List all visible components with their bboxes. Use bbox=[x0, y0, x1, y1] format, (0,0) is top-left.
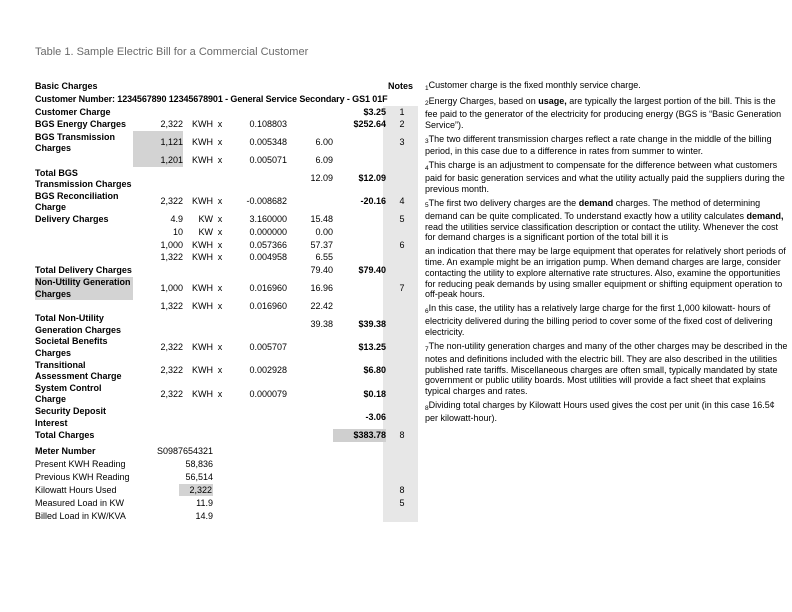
row-note-number bbox=[386, 155, 418, 168]
row-unit bbox=[183, 106, 213, 119]
multiply-symbol: x bbox=[217, 214, 223, 225]
note-text: The first two delivery charges are the bbox=[428, 197, 579, 208]
row-unit bbox=[183, 429, 213, 442]
row-note-number bbox=[386, 226, 418, 239]
note-marker: 2 bbox=[425, 100, 429, 108]
table-row bbox=[35, 155, 418, 168]
meter-row-label: Measured Load in KW bbox=[35, 497, 125, 508]
section-header-basic-charges: Basic Charges bbox=[35, 81, 98, 91]
row-subtotal: 57.37 bbox=[310, 239, 333, 250]
row-quantity: 2,322 bbox=[160, 119, 183, 130]
multiply-symbol: x bbox=[217, 196, 223, 207]
row-quantity: 4.9 bbox=[170, 214, 183, 225]
row-rate bbox=[227, 429, 287, 442]
row-quantity: 2,322 bbox=[160, 341, 183, 352]
row-rate bbox=[227, 406, 287, 429]
note-paragraph bbox=[425, 400, 789, 424]
customer-number-line: Customer Number: 1234567890 12345678901 - General Service Secondary - GS1 01F bbox=[35, 94, 388, 104]
row-unit: KW bbox=[198, 214, 213, 225]
row-label: Delivery Charges bbox=[35, 214, 109, 225]
row-unit bbox=[183, 313, 213, 336]
row-label: System Control Charge bbox=[35, 383, 102, 405]
meter-row-value: 56,514 bbox=[185, 471, 213, 482]
row-unit: KWH bbox=[192, 300, 213, 311]
row-label: Total Non-Utility Generation Charges bbox=[35, 313, 122, 335]
row-rate: 0.004958 bbox=[249, 252, 287, 263]
row-unit bbox=[183, 406, 213, 429]
meter-row-label: Meter Number bbox=[35, 446, 96, 457]
table-row bbox=[35, 406, 418, 429]
note-text: Dividing total charges by Kilowatt Hours used gives the cost per unit (in this case 16.5¢ per kilowatt-hour). bbox=[425, 400, 775, 424]
bill-rows bbox=[35, 106, 418, 442]
row-amount: $79.40 bbox=[358, 264, 386, 275]
row-label bbox=[35, 239, 133, 252]
multiply-symbol bbox=[213, 264, 227, 277]
table-row bbox=[35, 106, 418, 119]
row-note-number bbox=[386, 264, 418, 277]
row-quantity: 1,322 bbox=[160, 300, 183, 311]
note-paragraph bbox=[425, 198, 789, 243]
row-label: Security Deposit Interest bbox=[35, 406, 107, 428]
row-unit: KWH bbox=[192, 341, 213, 352]
multiply-symbol bbox=[213, 167, 227, 190]
row-amount bbox=[333, 214, 386, 227]
multiply-symbol: x bbox=[217, 300, 223, 311]
multiply-symbol: x bbox=[217, 239, 223, 250]
note-marker: 7 bbox=[425, 345, 429, 353]
row-amount bbox=[333, 131, 386, 154]
row-rate: 0.108803 bbox=[249, 119, 287, 130]
row-subtotal: 79.40 bbox=[310, 264, 333, 275]
row-subtotal bbox=[287, 336, 333, 359]
row-amount bbox=[333, 155, 386, 168]
row-subtotal: 12.09 bbox=[310, 173, 333, 184]
row-note-number: 3 bbox=[399, 137, 405, 148]
table-row bbox=[35, 167, 418, 190]
row-note-number bbox=[386, 252, 418, 265]
multiply-symbol: x bbox=[217, 119, 223, 130]
row-rate: 0.002928 bbox=[249, 365, 287, 376]
row-label bbox=[35, 226, 133, 239]
meter-row bbox=[35, 509, 418, 522]
row-unit: KWH bbox=[192, 282, 213, 293]
row-note-number bbox=[386, 406, 418, 429]
table-row bbox=[35, 239, 418, 252]
row-rate bbox=[227, 167, 287, 190]
note-text: This charge is an adjustment to compensate for the difference between what customers paid for basic generation services and what the utility actually paid the suppliers during the previous month. bbox=[425, 160, 785, 194]
row-note-number bbox=[386, 359, 418, 382]
row-rate bbox=[227, 264, 287, 277]
meter-row-value: 11.9 bbox=[196, 497, 213, 508]
multiply-symbol bbox=[213, 406, 227, 429]
multiply-symbol: x bbox=[217, 155, 223, 166]
row-label: Non-Utility Generation Charges bbox=[35, 277, 133, 300]
row-amount: $13.25 bbox=[358, 341, 386, 352]
note-text: Energy Charges, based on bbox=[428, 95, 539, 106]
meter-row-label: Billed Load in KW/KVA bbox=[35, 510, 126, 521]
note-paragraph bbox=[425, 303, 789, 337]
row-subtotal bbox=[287, 429, 333, 442]
row-label: Customer Charge bbox=[35, 106, 111, 117]
row-subtotal: 6.09 bbox=[315, 155, 333, 166]
note-marker: 5 bbox=[425, 202, 429, 210]
row-rate bbox=[227, 106, 287, 119]
table-row bbox=[35, 119, 418, 132]
row-label bbox=[35, 300, 133, 313]
row-unit bbox=[183, 264, 213, 277]
row-amount: $383.78 bbox=[333, 429, 386, 442]
row-rate: 0.057366 bbox=[249, 239, 287, 250]
row-unit: KWH bbox=[192, 155, 213, 166]
row-note-number: 1 bbox=[399, 106, 405, 117]
row-unit: KWH bbox=[192, 365, 213, 376]
note-marker: 8 bbox=[425, 404, 429, 412]
row-rate: 0.016960 bbox=[249, 300, 287, 311]
row-label: BGS Reconciliation Charge bbox=[35, 190, 119, 213]
row-rate: 0.000000 bbox=[249, 227, 287, 237]
row-note-number: 4 bbox=[399, 196, 405, 207]
row-amount bbox=[333, 300, 386, 313]
meter-row-label: Previous KWH Reading bbox=[35, 471, 130, 482]
row-subtotal bbox=[287, 106, 333, 119]
row-quantity: 2,322 bbox=[160, 365, 183, 376]
row-rate: 0.005707 bbox=[249, 341, 287, 352]
row-subtotal: 0.00 bbox=[315, 227, 333, 237]
table-row bbox=[35, 190, 418, 213]
row-quantity bbox=[133, 429, 183, 442]
row-note-number: 5 bbox=[399, 214, 405, 225]
row-subtotal: 16.96 bbox=[310, 282, 333, 293]
note-text: The non-utility generation charges and many of the other charges may be described in the notes and definitions included with the electric bill. They are also described in the utilities published rate tariffs. Miscellaneous charges are often small, typically mandated by state government or public utility boards. Most utilities will provide a fact sheet that explains typical charges and rates. bbox=[425, 341, 788, 397]
table-row bbox=[35, 383, 418, 406]
meter-row bbox=[35, 483, 418, 496]
row-unit: KWH bbox=[192, 252, 213, 263]
row-rate: -0.008682 bbox=[246, 196, 287, 207]
row-amount: -3.06 bbox=[365, 411, 386, 422]
row-amount: $12.09 bbox=[358, 173, 386, 184]
row-quantity: 1,201 bbox=[133, 155, 183, 168]
multiply-symbol: x bbox=[217, 227, 223, 237]
row-note-number bbox=[386, 167, 418, 190]
row-label: BGS Transmission Charges bbox=[35, 131, 116, 154]
table-row bbox=[35, 336, 418, 359]
note-text: charges. The method of determining demand can be quite complicated. To understand exactly how a utility calculates bbox=[425, 197, 761, 221]
row-unit: KW bbox=[198, 227, 213, 237]
row-rate: 0.016960 bbox=[249, 282, 287, 293]
bill-table-header bbox=[35, 80, 418, 93]
row-amount: $6.80 bbox=[363, 365, 386, 376]
note-paragraph bbox=[425, 160, 789, 194]
row-label: Societal Benefits Charges bbox=[35, 336, 108, 358]
multiply-symbol: x bbox=[217, 282, 223, 293]
row-amount bbox=[333, 226, 386, 239]
meter-row-value: 58,836 bbox=[185, 459, 213, 470]
row-amount bbox=[333, 252, 386, 265]
table-row bbox=[35, 277, 418, 300]
note-text-bold: demand, bbox=[746, 210, 784, 221]
row-amount: $3.25 bbox=[363, 106, 386, 117]
meter-row-value: 14.9 bbox=[195, 510, 213, 521]
row-quantity: 1,000 bbox=[160, 282, 183, 293]
meter-row bbox=[35, 458, 418, 471]
row-subtotal bbox=[287, 406, 333, 429]
notes-column-header: Notes bbox=[387, 81, 413, 91]
meter-row-note-number: 5 bbox=[399, 497, 405, 508]
table-row bbox=[35, 264, 418, 277]
meter-row bbox=[35, 445, 418, 458]
row-subtotal: 6.55 bbox=[315, 252, 333, 263]
multiply-symbol: x bbox=[217, 365, 223, 376]
row-note-number bbox=[386, 383, 418, 406]
row-label bbox=[35, 252, 133, 265]
meter-row-label: Present KWH Reading bbox=[35, 459, 126, 470]
multiply-symbol bbox=[213, 106, 227, 119]
row-unit: KWH bbox=[192, 119, 213, 130]
row-label: Total BGS Transmission Charges bbox=[35, 167, 132, 189]
row-quantity bbox=[133, 106, 183, 119]
row-label: Total Delivery Charges bbox=[35, 264, 132, 275]
multiply-symbol: x bbox=[217, 137, 223, 148]
note-paragraph bbox=[425, 96, 789, 130]
note-text: In this case, the utility has a relatively large charge for the first 1,000 kilowatt- hours of electricity delivered during the billing period to cover some of the fixed cost of delivering electricity. bbox=[425, 303, 773, 338]
row-quantity: 1,322 bbox=[160, 252, 183, 263]
note-marker: 1 bbox=[425, 84, 429, 92]
table-row bbox=[35, 214, 418, 227]
row-unit: KWH bbox=[192, 137, 213, 148]
table-row bbox=[35, 300, 418, 313]
row-quantity: 2,322 bbox=[160, 388, 183, 399]
row-quantity bbox=[133, 406, 183, 429]
note-text: Customer charge is the fixed monthly service charge. bbox=[428, 80, 641, 90]
row-quantity bbox=[133, 167, 183, 190]
row-quantity: 2,322 bbox=[160, 196, 183, 207]
meter-row-value: S0987654321 bbox=[156, 446, 213, 457]
row-rate bbox=[227, 313, 287, 336]
row-label bbox=[35, 155, 133, 168]
meter-row bbox=[35, 471, 418, 484]
row-quantity: 1,121 bbox=[133, 131, 183, 154]
meter-row-value: 2,322 bbox=[147, 484, 213, 496]
row-rate: 3.160000 bbox=[249, 214, 287, 225]
row-amount: $0.18 bbox=[363, 388, 386, 399]
row-label: Total Charges bbox=[35, 429, 95, 440]
note-marker: 4 bbox=[425, 164, 429, 172]
row-amount bbox=[333, 277, 386, 300]
note-marker: 6 bbox=[425, 307, 429, 315]
row-subtotal: 6.00 bbox=[315, 137, 333, 148]
row-rate: 0.005071 bbox=[249, 155, 287, 166]
note-text-bold: usage, bbox=[538, 95, 567, 106]
row-unit: KWH bbox=[192, 196, 213, 207]
row-amount: $252.64 bbox=[353, 119, 386, 130]
row-amount bbox=[333, 239, 386, 252]
note-text: read the utilities service classification description or contact the utility. Whenever the cost for demand charges is a significant portion of the total bill it is bbox=[425, 221, 778, 243]
meter-row-note-number: 8 bbox=[399, 484, 405, 495]
table-caption: Table 1. Sample Electric Bill for a Commercial Customer bbox=[35, 46, 309, 58]
bill-table bbox=[35, 80, 418, 522]
row-label: Transitional Assessment Charge bbox=[35, 359, 122, 382]
row-unit: KWH bbox=[192, 388, 213, 399]
row-note-number bbox=[386, 313, 418, 336]
row-subtotal: 15.48 bbox=[310, 214, 333, 225]
row-note-number bbox=[386, 300, 418, 313]
row-subtotal: 39.38 bbox=[310, 318, 333, 329]
row-quantity bbox=[133, 313, 183, 336]
row-note-number: 8 bbox=[399, 429, 405, 440]
multiply-symbol: x bbox=[217, 252, 223, 263]
table-row bbox=[35, 252, 418, 265]
note-text-bold: demand bbox=[578, 197, 614, 208]
note-paragraph bbox=[425, 246, 789, 300]
row-subtotal bbox=[287, 383, 333, 406]
row-label: BGS Energy Charges bbox=[35, 119, 127, 130]
multiply-symbol: x bbox=[217, 341, 223, 352]
multiply-symbol bbox=[213, 429, 227, 442]
note-text: are typically the largest portion of the bill. This is the fee paid to the generator of the electricity for producing energy (BGS is “Basic Generation Service”). bbox=[425, 95, 782, 130]
table-row bbox=[35, 226, 418, 239]
multiply-symbol: x bbox=[217, 388, 223, 399]
meter-row bbox=[35, 496, 418, 509]
row-subtotal bbox=[287, 119, 333, 132]
meter-rows bbox=[35, 445, 418, 522]
note-text: The two different transmission charges reflect a rate change in the middle of the billing period, in this case due to a difference in rates from summer to winter. bbox=[425, 133, 772, 157]
row-unit bbox=[183, 167, 213, 190]
table-row bbox=[35, 131, 418, 154]
row-rate: 0.005348 bbox=[249, 137, 287, 148]
row-quantity: 10 bbox=[172, 227, 183, 237]
multiply-symbol bbox=[213, 313, 227, 336]
row-rate: 0.000079 bbox=[249, 388, 287, 399]
note-paragraph bbox=[425, 341, 789, 397]
note-text: an indication that there may be large equipment that operates for relatively short periods of time. An example might be an irrigation pump. When demand charges are large, consider contacting the utility to explore alternative rate structures. Also, examine the opportunities for reducing peak demands by using smaller equipment or shifting equipment operation to off-peak hours. bbox=[425, 246, 786, 300]
meter-row-label: Kilowatt Hours Used bbox=[35, 484, 117, 495]
row-note-number: 7 bbox=[399, 282, 405, 293]
table-row bbox=[35, 359, 418, 382]
note-paragraph bbox=[425, 80, 789, 93]
row-unit: KWH bbox=[192, 239, 213, 250]
row-subtotal bbox=[287, 359, 333, 382]
row-subtotal bbox=[287, 190, 333, 213]
notes-panel bbox=[425, 80, 789, 427]
row-subtotal: 22.42 bbox=[310, 300, 333, 311]
table-row bbox=[35, 313, 418, 336]
row-note-number bbox=[386, 336, 418, 359]
row-amount: $39.38 bbox=[358, 318, 386, 329]
note-marker: 3 bbox=[425, 138, 429, 146]
row-quantity bbox=[133, 264, 183, 277]
row-quantity: 1,000 bbox=[160, 239, 183, 250]
row-note-number: 2 bbox=[399, 119, 405, 130]
row-amount: -20.16 bbox=[360, 196, 386, 207]
table-row bbox=[35, 429, 418, 442]
note-paragraph bbox=[425, 134, 789, 158]
row-note-number: 6 bbox=[399, 239, 405, 250]
